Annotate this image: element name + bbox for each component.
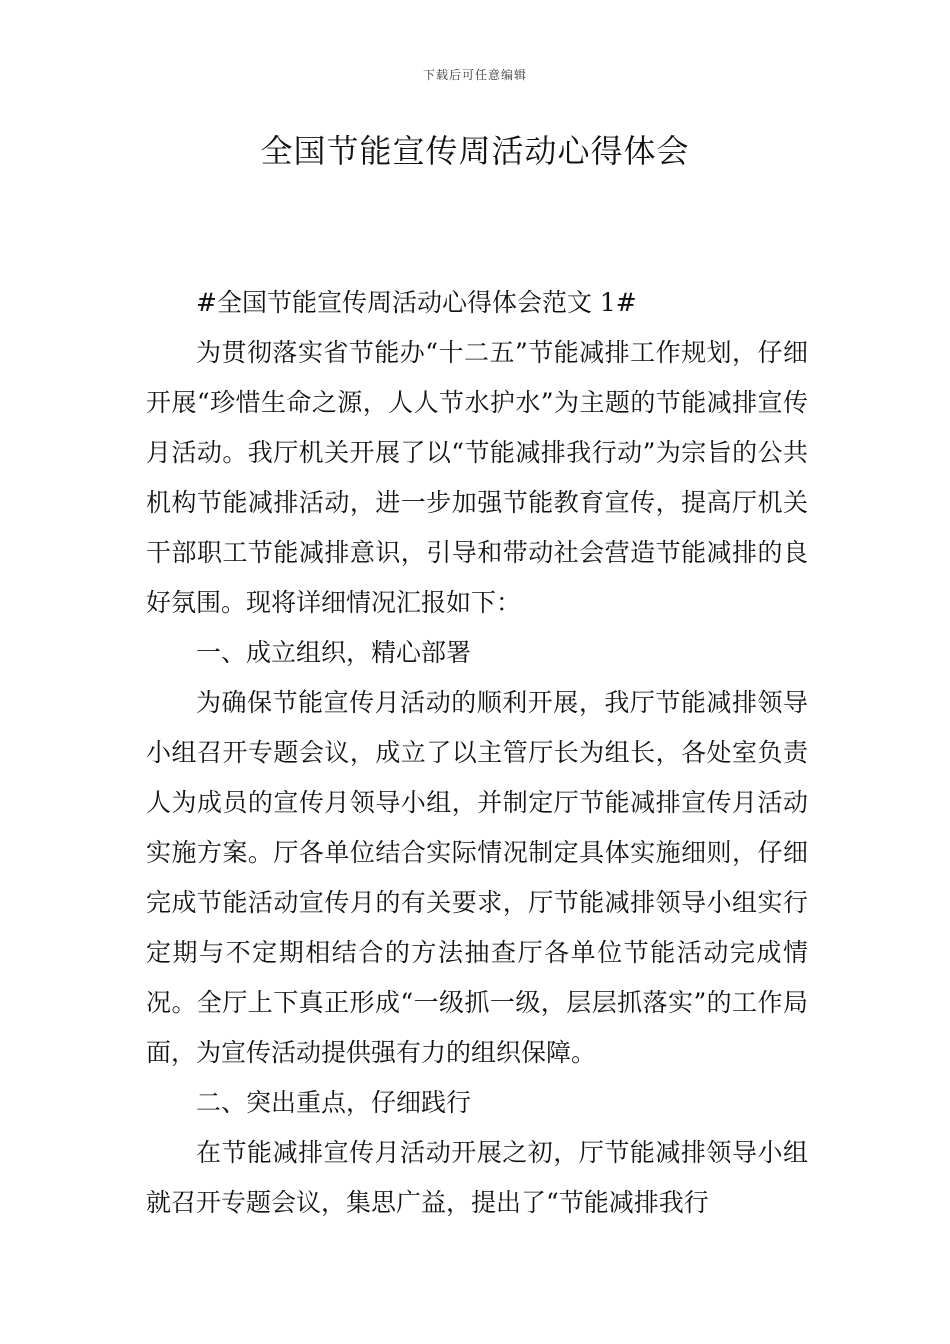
paragraph-intro: 为贯彻落实省节能办“十二五”节能减排工作规划，仔细开展“珍惜生命之源，人人节水护水”为主题的节能减排宣传月活动。我厅机关开展了以“节能减排我行动”为宗旨的公共机构节能减排活动，进一步加强节能教育宣传，提高厅机关干部职工节能减排意识，引导和带动社会营造节能减排的良好氛围。现将详细情况汇报如下：	[146, 338, 808, 617]
document-body	[146, 278, 808, 1228]
header-note: 下载后可任意编辑	[422, 68, 527, 82]
paragraph-section-2: 在节能减排宣传月活动开展之初，厅节能减排领导小组就召开专题会议，集思广益，提出了“节能减排我行	[146, 1138, 808, 1217]
section-heading-2: 二、突出重点，仔细践行	[196, 1088, 472, 1117]
document-title: 全国节能宣传周活动心得体会	[260, 132, 690, 170]
paragraph-section-1: 为确保节能宣传月活动的顺利开展，我厅节能减排领导小组召开专题会议，成立了以主管厅长为组长，各处室负责人为成员的宣传月领导小组，并制定厅节能减排宣传月活动实施方案。厅各单位结合实际情况制定具体实施细则，仔细完成节能活动宣传月的有关要求，厅节能减排领导小组实行定期与不定期相结合的方法抽查厅各单位节能活动完成情况。全厅上下真正形成“一级抓一级，层层抓落实”的工作局面，为宣传活动提供强有力的组织保障。	[146, 688, 808, 1067]
section-heading-1: 一、成立组织，精心部署	[196, 638, 472, 667]
paragraph-subtitle: #全国节能宣传周活动心得体会范文 1#	[196, 288, 637, 317]
